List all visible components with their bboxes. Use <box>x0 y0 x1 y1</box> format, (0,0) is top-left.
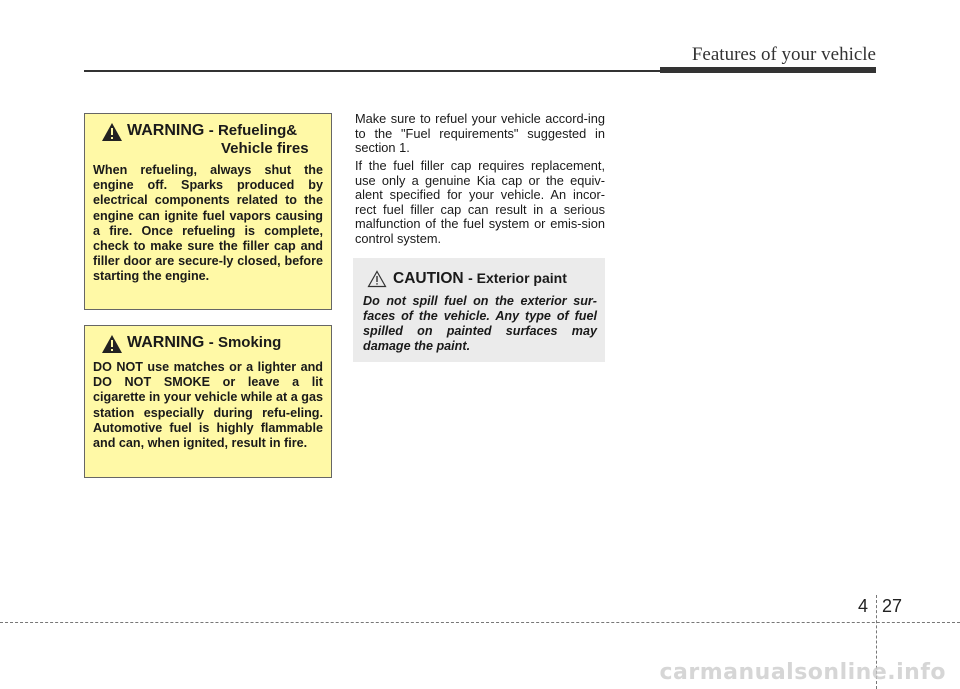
warning-box-refueling <box>84 113 332 310</box>
chapter-number: 4 <box>858 596 869 616</box>
warning-triangle-icon <box>101 334 123 354</box>
watermark: carmanualsonline.info <box>659 660 946 685</box>
warning-keyword: WARNING <box>127 334 205 351</box>
footer-rule <box>0 622 960 623</box>
caution-triangle-icon <box>367 270 387 288</box>
warning-subtitle-line2: Vehicle fires <box>221 140 309 157</box>
warning-subtitle: - Refueling& <box>208 122 298 139</box>
warning-box-smoking <box>84 325 332 478</box>
warning-heading <box>101 334 323 354</box>
warning-heading <box>101 122 323 142</box>
caution-body: Do not spill fuel on the exterior sur-faces of the vehicle. Any type of fuel spilled on painted surfaces may damage the paint. <box>363 294 597 353</box>
warning-subtitle: - Smoking <box>208 334 282 351</box>
warning-body: When refueling, always shut the engine off. Sparks produced by electrical components related to the engine can ignite fuel vapors causing a fire. Once refueling is complete, check to make sure the filler cap and filler door are secure-ly closed, before starting the engine. <box>93 163 323 284</box>
header-rule-accent <box>660 67 876 73</box>
header-title: Features of your vehicle <box>691 44 876 65</box>
paragraph-refuel: Make sure to refuel your vehicle accord-ing to the "Fuel requirements" suggested in section 1. <box>355 111 605 155</box>
warning-triangle-icon <box>101 122 123 142</box>
paragraph-filler-cap: If the fuel filler cap requires replacement, use only a genuine Kia cap or the equiv-alent specified for your vehicle. An incor-rect fuel filler cap can result in a serious malfunction of the fuel system or emis-sion control system. <box>355 158 605 246</box>
caution-keyword: CAUTION <box>393 270 464 287</box>
caution-heading <box>367 270 597 288</box>
warning-keyword: WARNING <box>127 122 205 139</box>
warning-body: DO NOT use matches or a lighter and DO NOT SMOKE or leave a lit cigarette in your vehicle while at a gas station especially during refu-eling. Automotive fuel is highly flammable and can, when ignited, result in fire. <box>93 360 323 451</box>
page-number: 27 <box>882 596 903 616</box>
caution-box-exterior-paint <box>353 258 605 362</box>
caution-subtitle: - Exterior paint <box>468 270 567 286</box>
